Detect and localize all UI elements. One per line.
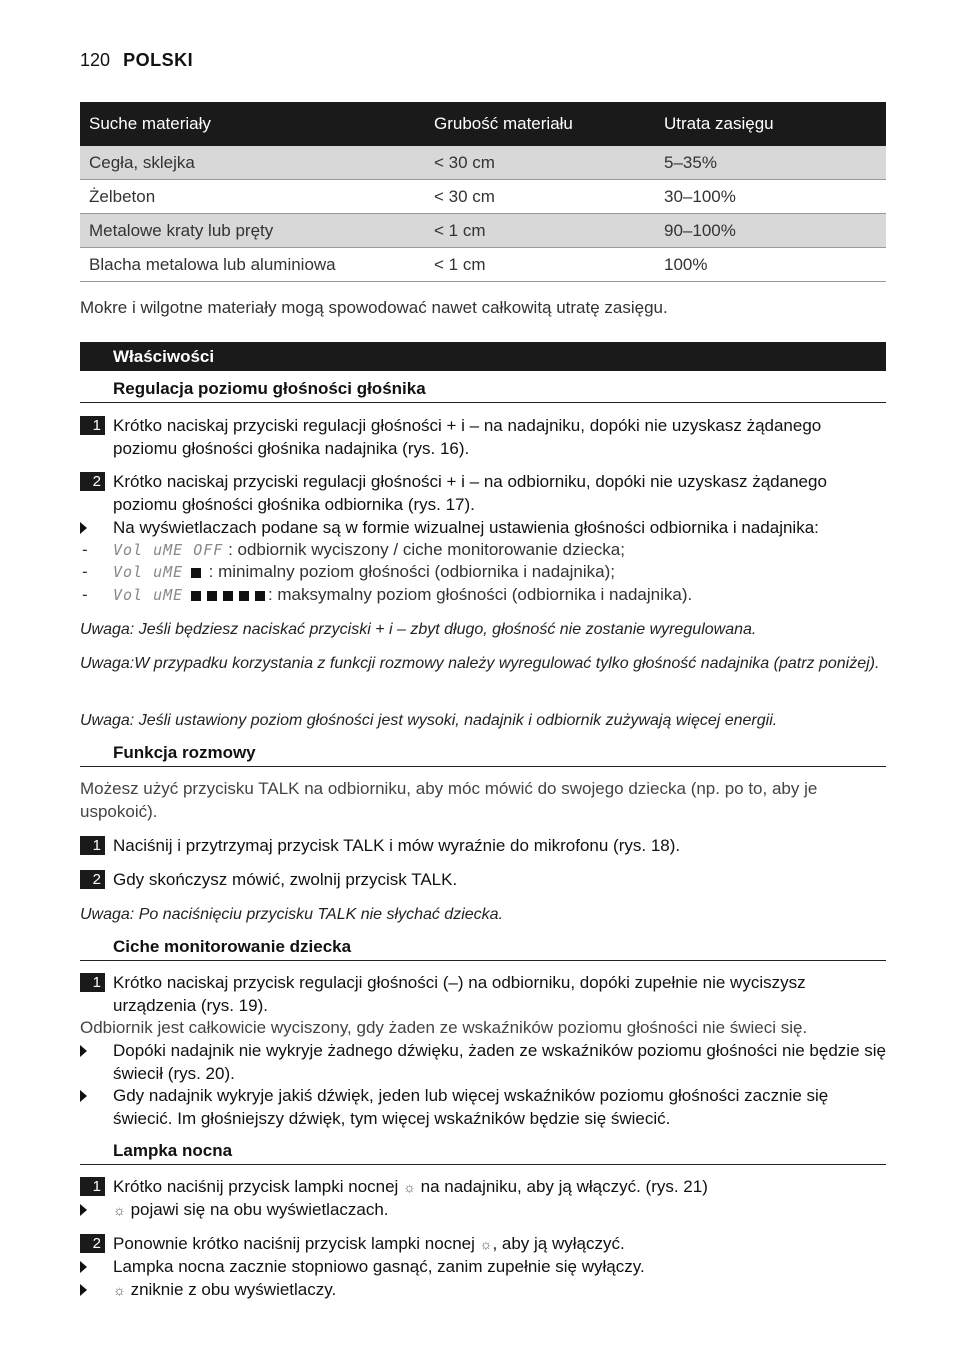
step-number: 1 — [80, 1177, 105, 1196]
volume-bullet — [80, 516, 886, 539]
step-text: Krótko naciskaj przycisk regulacji głośności (–) na odbiorniku, dopóki zupełnie nie wyciszysz urządzenia (rys. 19). — [113, 973, 806, 1015]
dash-text: : odbiornik wyciszony / ciche monitorowanie dziecka; — [223, 540, 625, 559]
step-text-a: Krótko naciśnij przycisk lampki nocnej — [113, 1177, 404, 1196]
table-row — [80, 146, 886, 180]
volume-note-1: Uwaga: Jeśli będziesz naciskać przyciski + i – zbyt długo, głośność nie zostanie wyregulowana. — [80, 621, 757, 638]
level-square-icon — [191, 591, 201, 601]
volume-note-2: Uwaga:W przypadku korzystania z funkcji rozmowy należy wyregulować tylko głośność nadajnika (patrz poniżej). — [80, 655, 880, 672]
section-title: Właściwości — [80, 342, 886, 371]
bullet-text: Lampka nocna zacznie stopniowo gasnąć, zanim zupełnie się wyłączy. — [113, 1257, 645, 1276]
triangle-bullet-icon — [80, 1090, 87, 1102]
triangle-bullet-icon — [80, 522, 87, 534]
step-number: 1 — [80, 973, 105, 992]
step-number: 1 — [80, 836, 105, 855]
lcd-text: Vol uME — [113, 563, 184, 581]
table-cell: 5–35% — [655, 146, 886, 180]
silent-bullet-2 — [80, 1084, 886, 1130]
step-text: Krótko naciskaj przyciski regulacji głośności + i – na odbiorniku, dopóki nie uzyskasz żądanego poziomu głośności głośnika odbiornika (rys. 17). — [113, 472, 827, 514]
table-cell: 90–100% — [655, 214, 886, 248]
bullet-text: zniknie z obu wyświetlaczy. — [125, 1280, 337, 1299]
night-bullet-2 — [80, 1255, 886, 1278]
talk-step-2 — [80, 868, 886, 891]
bullet-text: pojawi się na obu wyświetlaczach. — [125, 1200, 389, 1219]
language-label: POLSKI — [123, 50, 194, 70]
step-number: 2 — [80, 1234, 105, 1253]
step-text-b: na nadajniku, aby ją włączyć. (rys. 21) — [415, 1177, 708, 1196]
volume-dash-2 — [80, 561, 886, 583]
step-number: 2 — [80, 472, 105, 491]
volume-step-1 — [80, 414, 886, 460]
volume-dash-1 — [80, 539, 886, 561]
table-cell: 100% — [655, 248, 886, 282]
table-cell: Cegła, sklejka — [80, 146, 425, 180]
column-header: Utrata zasięgu — [655, 102, 886, 146]
table-cell: Blacha metalowa lub aluminiowa — [80, 248, 425, 282]
step-number: 2 — [80, 870, 105, 889]
volume-note-3: Uwaga: Jeśli ustawiony poziom głośności jest wysoki, nadajnik i odbiornik zużywają więcej energii. — [80, 712, 778, 729]
talk-step-1 — [80, 834, 886, 857]
bullet-text: Dopóki nadajnik nie wykryje żadnego dźwięku, żaden ze wskaźników poziomu głośności nie będzie się świecił (rys. 20). — [113, 1041, 886, 1083]
table-header-row — [80, 102, 886, 146]
volume-step-2 — [80, 470, 886, 516]
page-header — [80, 50, 193, 71]
level-square-icon — [191, 568, 201, 578]
triangle-bullet-icon — [80, 1284, 87, 1296]
triangle-bullet-icon — [80, 1045, 87, 1057]
level-square-icon — [239, 591, 249, 601]
dash-text: : maksymalny poziom głośności (odbiornika i nadajnika). — [267, 585, 693, 604]
table-cell: 30–100% — [655, 180, 886, 214]
wet-materials-note: Mokre i wilgotne materiały mogą spowodować nawet całkowitą utratę zasięgu. — [80, 298, 668, 317]
step-text-a: Ponownie krótko naciśnij przycisk lampki nocnej — [113, 1234, 480, 1253]
step-text: Gdy skończysz mówić, zwolnij przycisk TALK. — [113, 870, 458, 889]
dash-text: : minimalny poziom głośności (odbiornika i nadajnika); — [203, 562, 615, 581]
column-header: Grubość materiału — [425, 102, 655, 146]
table-cell: < 1 cm — [425, 248, 655, 282]
subheading-talk: Funkcja rozmowy — [80, 743, 886, 767]
triangle-bullet-icon — [80, 1261, 87, 1273]
night-bullet-3 — [80, 1278, 886, 1302]
column-header: Suche materiały — [80, 102, 425, 146]
level-square-icon — [207, 591, 217, 601]
subheading-silent: Ciche monitorowanie dziecka — [80, 937, 886, 961]
night-bullet-1 — [80, 1198, 886, 1222]
lcd-text: Vol uME — [113, 586, 184, 604]
triangle-bullet-icon — [80, 1204, 87, 1216]
table-row — [80, 180, 886, 214]
lcd-text: Vol uME OFF — [113, 541, 224, 559]
silent-bullet-1 — [80, 1039, 886, 1085]
sun-icon: ☼ — [113, 1282, 126, 1298]
talk-intro: Możesz użyć przycisku TALK na odbiorniku, aby móc mówić do swojego dziecka (np. po to, aby je uspokoić). — [80, 779, 818, 821]
talk-note: Uwaga: Po naciśnięciu przycisku TALK nie słychać dziecka. — [80, 906, 503, 923]
dash-mark: - — [82, 585, 88, 604]
subheading-volume: Regulacja poziomu głośności głośnika — [80, 379, 886, 403]
bullet-text: Na wyświetlaczach podane są w formie wizualnej ustawienia głośności odbiornika i nadajnika: — [113, 518, 819, 537]
silent-para: Odbiornik jest całkowicie wyciszony, gdy żaden ze wskaźników poziomu głośności nie świeci się. — [80, 1018, 808, 1037]
table-row — [80, 214, 886, 248]
sun-icon: ☼ — [403, 1179, 416, 1195]
table-cell: Żelbeton — [80, 180, 425, 214]
dash-mark: - — [82, 562, 88, 581]
step-number: 1 — [80, 416, 105, 435]
table-cell: < 30 cm — [425, 146, 655, 180]
dash-mark: - — [82, 540, 88, 559]
step-text: Naciśnij i przytrzymaj przycisk TALK i mów wyraźnie do mikrofonu (rys. 18). — [113, 836, 681, 855]
sun-icon: ☼ — [113, 1202, 126, 1218]
level-square-icon — [255, 591, 265, 601]
night-step-2 — [80, 1232, 886, 1256]
night-step-1 — [80, 1175, 886, 1199]
level-square-icon — [223, 591, 233, 601]
table-cell: < 30 cm — [425, 180, 655, 214]
table-row — [80, 248, 886, 282]
sun-icon: ☼ — [479, 1236, 493, 1252]
step-text-b: , aby ją wyłączyć. — [492, 1234, 625, 1253]
table-cell: < 1 cm — [425, 214, 655, 248]
bullet-text: Gdy nadajnik wykryje jakiś dźwięk, jeden lub więcej wskaźników poziomu głośności zacznie się świecić. Im głośniejszy dźwięk, tym więcej wskaźników będzie się świecić. — [113, 1086, 829, 1128]
table-cell: Metalowe kraty lub pręty — [80, 214, 425, 248]
materials-table — [80, 102, 886, 282]
subheading-night-light: Lampka nocna — [80, 1141, 886, 1165]
silent-step-1 — [80, 971, 886, 1017]
step-text: Krótko naciskaj przyciski regulacji głośności + i – na nadajniku, dopóki nie uzyskasz żądanego poziomu głośności głośnika nadajnika (rys. 16). — [113, 416, 822, 458]
volume-dash-3 — [80, 584, 886, 606]
page-number: 120 — [80, 50, 111, 70]
